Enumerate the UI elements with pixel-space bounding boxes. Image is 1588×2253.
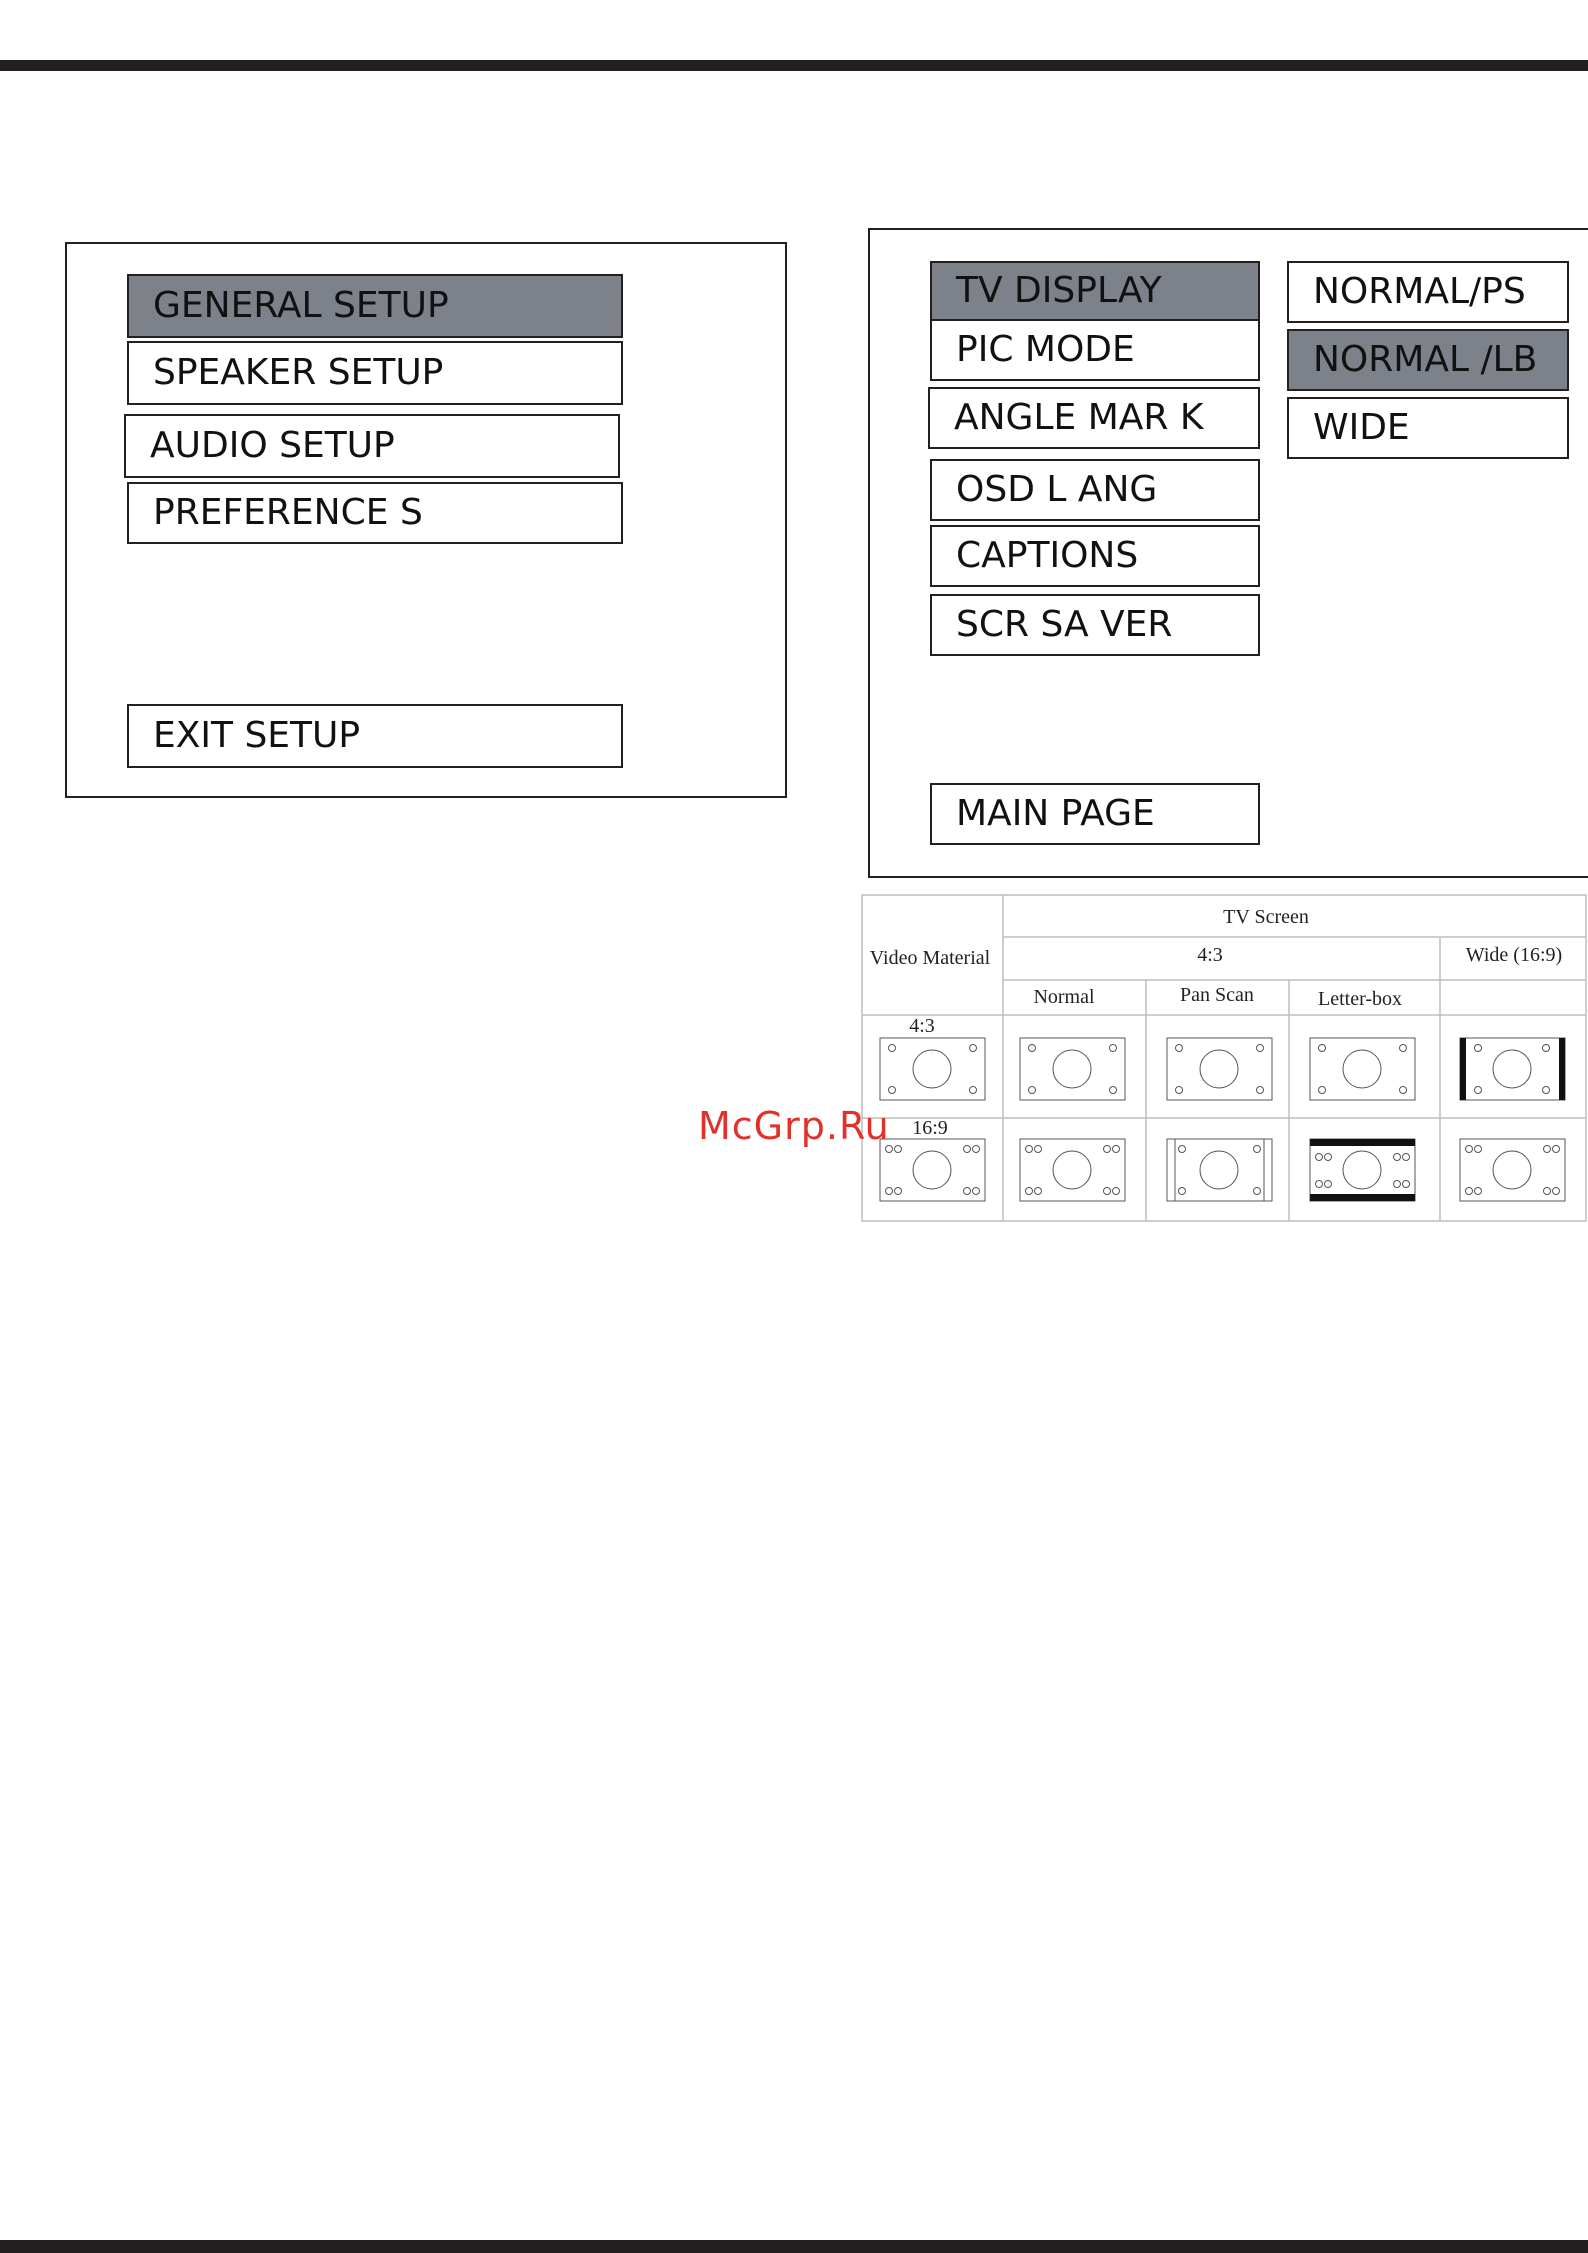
screen-169-panscan-icon [1167, 1139, 1272, 1201]
option-label: WIDE [1313, 407, 1410, 448]
main-page-button[interactable] [930, 783, 1260, 845]
menu-item-label: TV DISPLAY [956, 270, 1162, 311]
pan-scan-header: Pan Scan [1180, 984, 1254, 1006]
menu-item-osd-lang[interactable] [930, 459, 1260, 521]
screen-43-source-icon [880, 1038, 985, 1100]
menu-item-tv-display[interactable] [930, 261, 1260, 321]
bottom-rule [0, 2240, 1588, 2253]
menu-item-label: PIC MODE [956, 329, 1135, 370]
menu-item-label: SCR SA VER [956, 604, 1173, 645]
main-page-label: MAIN PAGE [956, 793, 1155, 834]
watermark: McGrp.Ru [698, 1104, 890, 1148]
tv-screen-header: TV Screen [1223, 906, 1309, 928]
screen-43-letterbox-icon [1310, 1038, 1415, 1100]
screen-43-panscan-icon [1167, 1038, 1272, 1100]
screen-169-normal-icon [1020, 1139, 1125, 1201]
menu-item-pic-mode[interactable] [930, 319, 1260, 381]
screen-43-normal-icon [1020, 1038, 1125, 1100]
menu-item-angle-mark[interactable] [928, 387, 1260, 449]
menu-item-label: AUDIO SETUP [150, 425, 395, 466]
setup-main-menu-panel [65, 242, 787, 798]
option-normal-lb[interactable] [1287, 329, 1569, 391]
video-material-header: Video Material [869, 947, 991, 969]
ratio-43-header: 4:3 [1197, 944, 1223, 966]
menu-item-speaker-setup[interactable] [127, 341, 623, 405]
menu-item-general-setup[interactable] [127, 274, 623, 338]
menu-item-captions[interactable] [930, 525, 1260, 587]
wide-header: Wide (16:9) [1465, 944, 1563, 966]
row-169-label: 16:9 [912, 1117, 948, 1139]
exit-setup-button[interactable] [127, 704, 623, 768]
screen-169-wide-icon [1460, 1139, 1565, 1201]
normal-header: Normal [1033, 986, 1095, 1008]
menu-item-scr-saver[interactable] [930, 594, 1260, 656]
option-label: NORMAL /LB [1313, 339, 1538, 380]
screen-169-letterbox-icon [1310, 1139, 1415, 1201]
menu-item-preferences[interactable] [127, 482, 623, 544]
general-setup-panel [868, 228, 1588, 878]
menu-item-label: PREFERENCE S [153, 492, 423, 533]
option-normal-ps[interactable] [1287, 261, 1569, 323]
aspect-ratio-table [860, 893, 1588, 1225]
menu-item-label: ANGLE MAR K [954, 397, 1204, 438]
menu-item-label: OSD L ANG [956, 469, 1158, 510]
screen-169-source-icon [880, 1139, 985, 1201]
screen-43-wide-icon [1460, 1038, 1565, 1100]
option-wide[interactable] [1287, 397, 1569, 459]
top-rule [0, 60, 1588, 71]
option-label: NORMAL/PS [1313, 271, 1526, 312]
row-43-label: 4:3 [909, 1015, 935, 1037]
menu-item-label: GENERAL SETUP [153, 285, 449, 326]
menu-item-label: SPEAKER SETUP [153, 352, 444, 393]
menu-item-label: CAPTIONS [956, 535, 1139, 576]
exit-setup-label: EXIT SETUP [153, 715, 361, 756]
menu-item-audio-setup[interactable] [124, 414, 620, 478]
letterbox-header: Letter-box [1317, 988, 1403, 1010]
